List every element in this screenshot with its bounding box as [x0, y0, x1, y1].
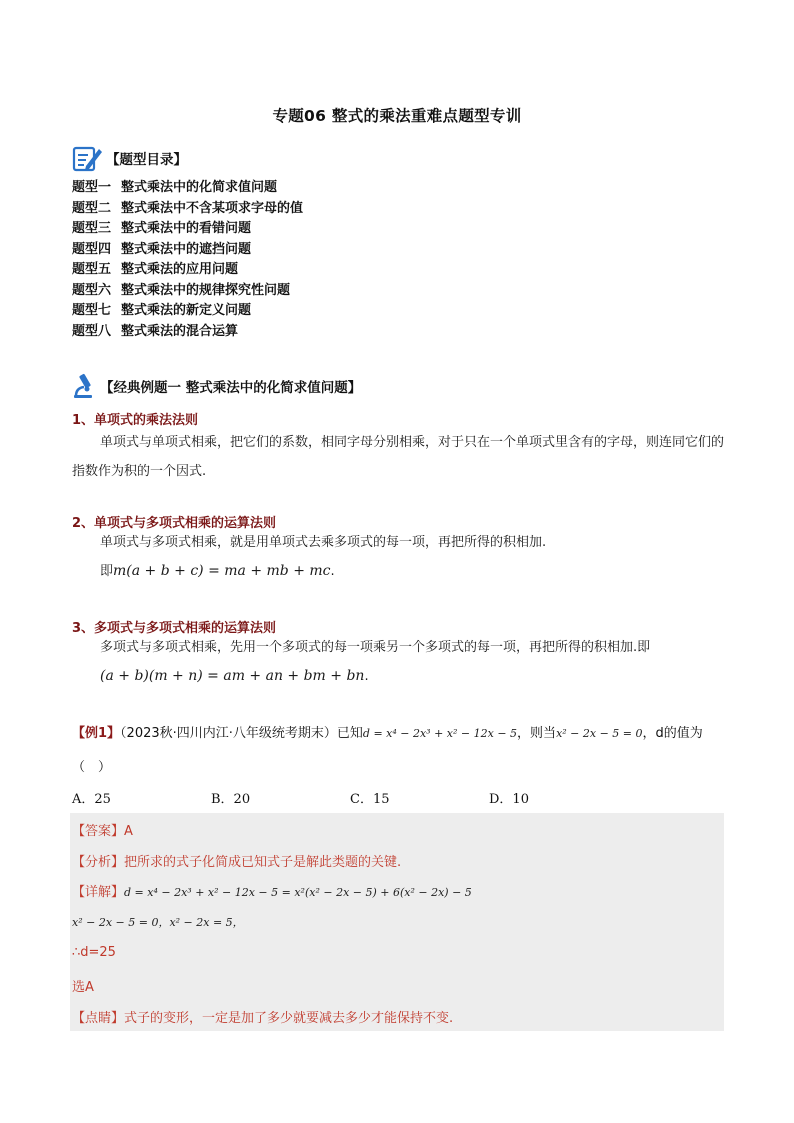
toc-item — [72, 322, 303, 343]
option-c[interactable]: C．15 — [350, 792, 390, 807]
rule-2-formula: m(a + b + c) = ma + mb + mc — [113, 563, 331, 579]
toc-item — [72, 199, 303, 220]
example-1-question — [72, 720, 724, 748]
toc-item — [72, 178, 303, 199]
answer-blank: （ ） — [72, 760, 112, 775]
rule-2-formula-line — [100, 557, 726, 586]
question-ask: ，d的值为 — [642, 726, 703, 741]
toc-heading — [72, 144, 187, 172]
detail-expression: d = x⁴ − 2x³ + x² − 12x − 5 = x²(x² − 2x − 5) + 6(x² − 2x) − 5 — [124, 886, 472, 899]
step-2-row: ∴d=25 — [72, 945, 116, 960]
notepad-pencil-icon — [72, 144, 104, 172]
toc-item — [72, 260, 303, 281]
rule-1-body: 单项式与单项式相乘，把它们的系数，相同字母分别相乘，对于只在一个单项式里含有的字母，则连同它们的指数作为积的一个因式. — [72, 435, 725, 479]
condition-expression: x² − 2x − 5 = 0 — [556, 727, 643, 740]
toc-item-number: 题型一 — [72, 180, 112, 195]
options-row — [72, 788, 628, 807]
rule-1-heading: 1、单项式的乘法法则 — [72, 413, 199, 428]
toc-item — [72, 281, 303, 302]
detail-row — [72, 881, 472, 900]
rule-3-formula-line — [100, 662, 726, 691]
toc-item — [72, 219, 303, 240]
rule-3-formula: (a + b)(m + n) = am + an + bm + bn — [100, 668, 365, 684]
analysis-label: 【分析】 — [72, 855, 125, 870]
example-section-heading-text: 【经典例题一 整式乘法中的化简求值问题】 — [100, 380, 362, 396]
toc-item-number: 题型七 — [72, 303, 112, 318]
example-section-heading — [72, 372, 361, 400]
option-a[interactable]: A．25 — [72, 792, 111, 807]
option-d[interactable]: D．10 — [489, 792, 529, 807]
comment-row — [72, 1007, 453, 1026]
rule-3-body: 多项式与多项式相乘，先用一个多项式的每一项乘另一个多项式的每一项，再把所得的积相加.即 — [100, 640, 651, 655]
comment-label: 【点睛】 — [72, 1011, 125, 1026]
toc-item-number: 题型六 — [72, 282, 112, 298]
rule-2-body: 单项式与多项式相乘，就是用单项式去乘多项式的每一项，再把所得的积相加. — [100, 535, 547, 550]
toc-heading-text: 【题型目录】 — [106, 152, 187, 168]
comment-text: 式子的变形，一定是加了多少就要减去多少才能保持不变. — [124, 1011, 454, 1026]
toc-item-text: 整式乘法中的遮挡问题 — [121, 241, 252, 257]
condition-prefix: ，则当 — [517, 726, 557, 741]
answer-row — [72, 820, 133, 839]
toc-item-text: 整式乘法的混合运算 — [121, 323, 239, 339]
toc-item-text: 整式乘法中不含某项求字母的值 — [121, 200, 304, 216]
toc-item-text: 整式乘法中的看错问题 — [121, 221, 252, 236]
step-1-row — [72, 914, 244, 930]
rule-3-heading: 3、多项式与多项式相乘的运算法则 — [72, 621, 277, 636]
toc-item-text: 整式乘法中的化简求值问题 — [121, 180, 278, 195]
toc-item-text: 整式乘法的新定义问题 — [121, 303, 252, 318]
step-1-expression: x² − 2x − 5 = 0，x² − 2x = 5， — [72, 916, 244, 929]
toc-list — [72, 178, 303, 342]
analysis-text: 把所求的式子化简成已知式子是解此类题的关键. — [124, 855, 402, 870]
toc-item — [72, 301, 303, 322]
toc-item-text: 整式乘法中的规律探究性问题 — [121, 282, 291, 298]
toc-item — [72, 240, 303, 261]
answer-value: A — [124, 824, 133, 839]
formula-end: . — [330, 564, 335, 579]
answer-label: 【答案】 — [72, 824, 125, 839]
example-source: （2023秋·四川内江·八年级统考期末）已知 — [120, 726, 363, 741]
toc-item-number: 题型二 — [72, 200, 112, 216]
toc-item-text: 整式乘法的应用问题 — [121, 262, 239, 277]
formula-end: . — [364, 669, 369, 684]
option-b[interactable]: B．20 — [211, 792, 251, 807]
step-3-row: 选A — [72, 980, 94, 995]
analysis-row — [72, 851, 401, 870]
toc-item-number: 题型四 — [72, 241, 112, 257]
toc-item-number: 题型五 — [72, 262, 112, 277]
example-label: 【例1】 — [72, 726, 121, 741]
rule-2-heading: 2、单项式与多项式相乘的运算法则 — [72, 516, 277, 531]
microscope-icon — [72, 372, 98, 400]
page-title: 专题06 整式的乘法重难点题型专训 — [272, 107, 522, 125]
given-expression: d = x⁴ − 2x³ + x² − 12x − 5 — [362, 727, 518, 740]
detail-label: 【详解】 — [72, 885, 125, 900]
toc-item-number: 题型三 — [72, 221, 112, 236]
toc-item-number: 题型八 — [72, 323, 112, 339]
formula-prefix: 即 — [100, 564, 114, 579]
